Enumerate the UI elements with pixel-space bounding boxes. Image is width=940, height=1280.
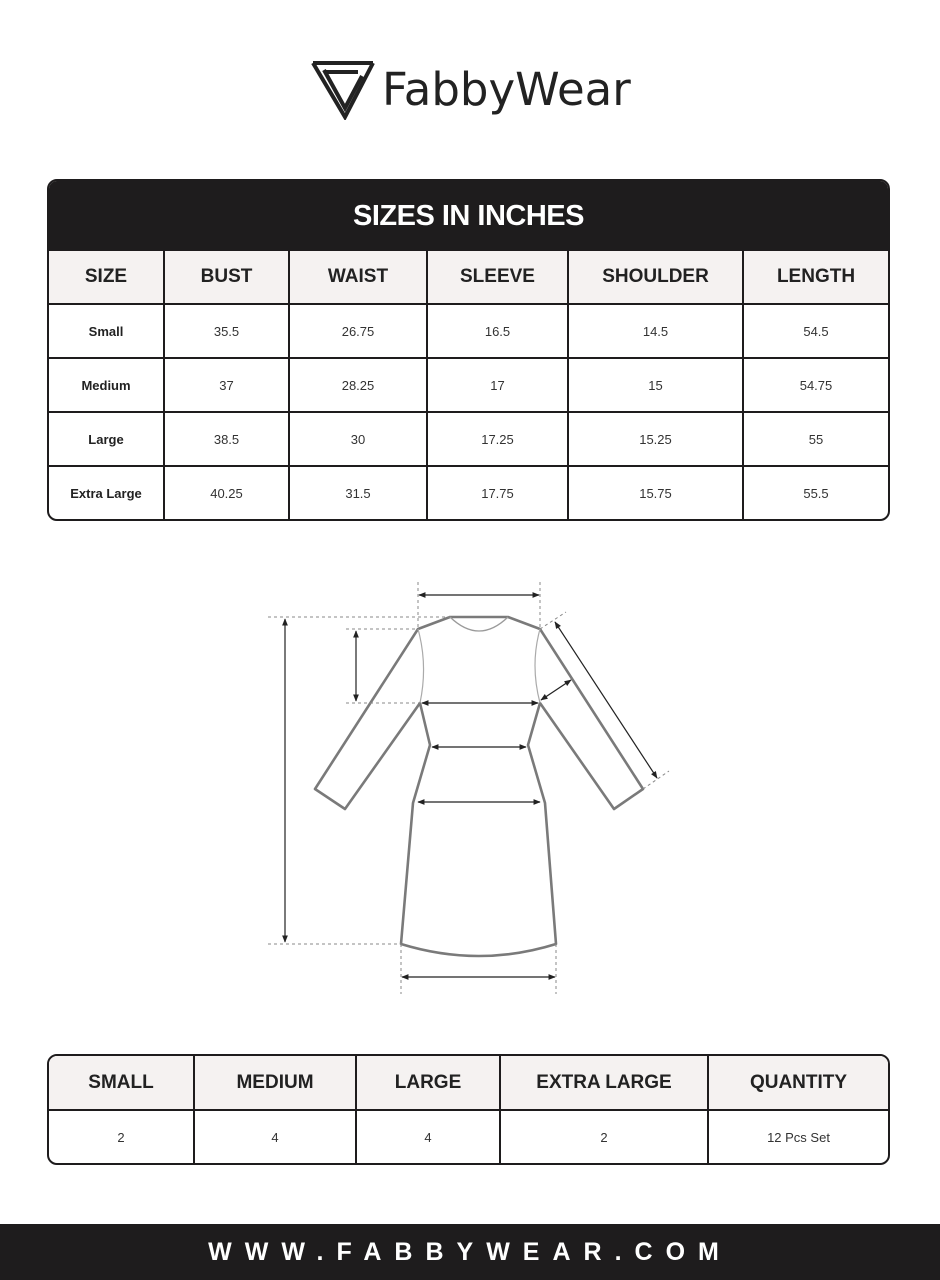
column-header-bust: BUST — [164, 251, 289, 304]
bust-value: 38.5 — [164, 412, 289, 466]
shoulder-value: 15.75 — [568, 466, 743, 519]
waist-value: 26.75 — [289, 304, 427, 358]
size-label: Medium — [49, 358, 164, 412]
bust-value: 35.5 — [164, 304, 289, 358]
brand-name: FabbyWear — [382, 63, 631, 116]
shoulder-value: 14.5 — [568, 304, 743, 358]
table-row — [49, 304, 888, 358]
column-header-shoulder: SHOULDER — [568, 251, 743, 304]
sleeve-value: 16.5 — [427, 304, 568, 358]
dress-measurement-diagram-icon — [260, 575, 680, 1005]
length-value: 55.5 — [743, 466, 888, 519]
table-row — [49, 412, 888, 466]
waist-value: 30 — [289, 412, 427, 466]
bust-value: 40.25 — [164, 466, 289, 519]
column-header-size: SIZE — [49, 251, 164, 304]
column-header-medium: MEDIUM — [194, 1056, 356, 1110]
medium-count: 4 — [194, 1110, 356, 1163]
website-footer: WWW.FABBYWEAR.COM — [0, 1224, 940, 1280]
bust-value: 37 — [164, 358, 289, 412]
sleeve-value: 17 — [427, 358, 568, 412]
size-chart-table — [47, 179, 890, 521]
length-value: 55 — [743, 412, 888, 466]
size-label: Extra Large — [49, 466, 164, 519]
sleeve-value: 17.25 — [427, 412, 568, 466]
column-header-length: LENGTH — [743, 251, 888, 304]
brand-logo — [0, 54, 940, 124]
column-header-large: LARGE — [356, 1056, 500, 1110]
large-count: 4 — [356, 1110, 500, 1163]
extra-large-count: 2 — [500, 1110, 708, 1163]
size-label: Small — [49, 304, 164, 358]
small-count: 2 — [49, 1110, 194, 1163]
quantity-table — [47, 1054, 890, 1165]
waist-value: 31.5 — [289, 466, 427, 519]
column-header-small: SMALL — [49, 1056, 194, 1110]
length-value: 54.5 — [743, 304, 888, 358]
shoulder-value: 15.25 — [568, 412, 743, 466]
sleeve-value: 17.75 — [427, 466, 568, 519]
size-label: Large — [49, 412, 164, 466]
quantity-header-row — [49, 1056, 888, 1110]
column-header-sleeve: SLEEVE — [427, 251, 568, 304]
fw-monogram-icon — [310, 60, 376, 120]
column-header-waist: WAIST — [289, 251, 427, 304]
total-quantity: 12 Pcs Set — [708, 1110, 888, 1163]
waist-value: 28.25 — [289, 358, 427, 412]
length-value: 54.75 — [743, 358, 888, 412]
size-chart-title: SIZES IN INCHES — [49, 181, 888, 251]
size-chart-header-row — [49, 251, 888, 304]
shoulder-value: 15 — [568, 358, 743, 412]
column-header-quantity: QUANTITY — [708, 1056, 888, 1110]
table-row — [49, 466, 888, 519]
column-header-extra-large: EXTRA LARGE — [500, 1056, 708, 1110]
table-row — [49, 358, 888, 412]
table-row — [49, 1110, 888, 1163]
